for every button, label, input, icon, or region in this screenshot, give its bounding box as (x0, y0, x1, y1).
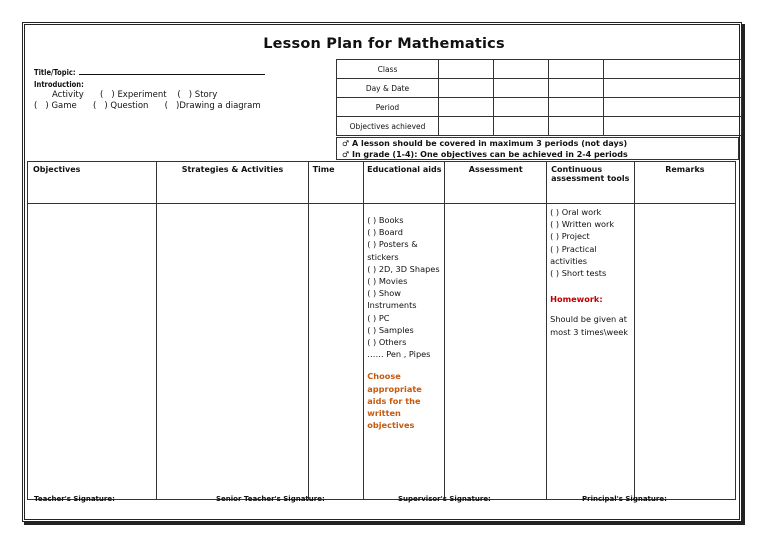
lesson-table (27, 161, 736, 500)
homework-text: Should be given at most 3 times\week (550, 314, 629, 337)
supervisor-signature: Supervisor's Signature: (398, 495, 491, 503)
col-assessment: Assessment (445, 162, 547, 204)
aids-cell[interactable] (364, 204, 445, 500)
homework-label: Homework: (550, 294, 603, 305)
assessment-cell[interactable] (445, 204, 547, 500)
col-continuous-tools: Continuous assessment tools (547, 162, 635, 204)
aids-item: ( ) PC (367, 312, 390, 323)
topic-label: Title/Topic: (34, 68, 76, 77)
col-time: Time (308, 162, 364, 204)
topic-input-line[interactable] (79, 66, 265, 75)
intro-options-line2: ( ) Game ( ) Question ( )Drawing a diagram (34, 101, 261, 111)
aids-item: ( ) Others (367, 337, 407, 348)
notes-box (336, 137, 739, 160)
tool-item: ( ) Short tests (550, 268, 607, 279)
period-label: Period (337, 98, 439, 117)
objectives-cell[interactable] (28, 204, 157, 500)
senior-teacher-signature: Senior Teacher's Signature: (216, 495, 325, 503)
principal-signature: Principal's Signature: (582, 495, 667, 503)
day-date-label: Day & Date (337, 79, 439, 98)
tool-item: ( ) Practical activities (550, 243, 597, 266)
teacher-signature: Teacher's Signature: (34, 495, 115, 503)
col-objectives: Objectives (28, 162, 157, 204)
col-remarks: Remarks (634, 162, 735, 204)
tools-cell[interactable] (547, 204, 635, 500)
introduction-label: Introduction: (34, 80, 84, 89)
tool-item: ( ) Project (550, 231, 590, 242)
col-educational-aids: Educational aids (364, 162, 445, 204)
note-1: ♂ A lesson should be covered in maximum 3 periods (not days) (342, 139, 628, 148)
remarks-cell[interactable] (634, 204, 735, 500)
objectives-achieved-label: Objectives achieved (337, 117, 439, 136)
aids-item: ( ) Show Instruments (367, 288, 417, 311)
aids-item: ( ) Books (367, 215, 404, 225)
aids-item: ( ) Samples (367, 324, 414, 335)
aids-item: …… Pen , Pipes (367, 349, 431, 360)
aids-item: ( ) Posters & stickers (367, 239, 418, 262)
note-2: ♂ In grade (1-4): One objectives can be achieved in 2-4 periods (342, 149, 628, 159)
aids-item: ( ) Movies (367, 276, 408, 287)
tool-item: ( ) Oral work (550, 207, 602, 217)
aids-item: ( ) 2D, 3D Shapes (367, 263, 440, 274)
strategies-cell[interactable] (157, 204, 308, 500)
frame-shadow-bottom (24, 521, 745, 525)
intro-block (34, 66, 334, 112)
aids-note: Choose appropriate aids for the written objectives (367, 371, 422, 431)
time-cell[interactable] (308, 204, 364, 500)
class-label: Class (337, 60, 439, 79)
intro-options-line1: Activity ( ) Experiment ( ) Story (52, 90, 218, 100)
aids-item: ( ) Board (367, 227, 403, 238)
tool-item: ( ) Written work (550, 219, 615, 230)
page-title: Lesson Plan for Mathematics (263, 36, 505, 52)
col-strategies: Strategies & Activities (157, 162, 308, 204)
class-info-table (336, 59, 742, 136)
